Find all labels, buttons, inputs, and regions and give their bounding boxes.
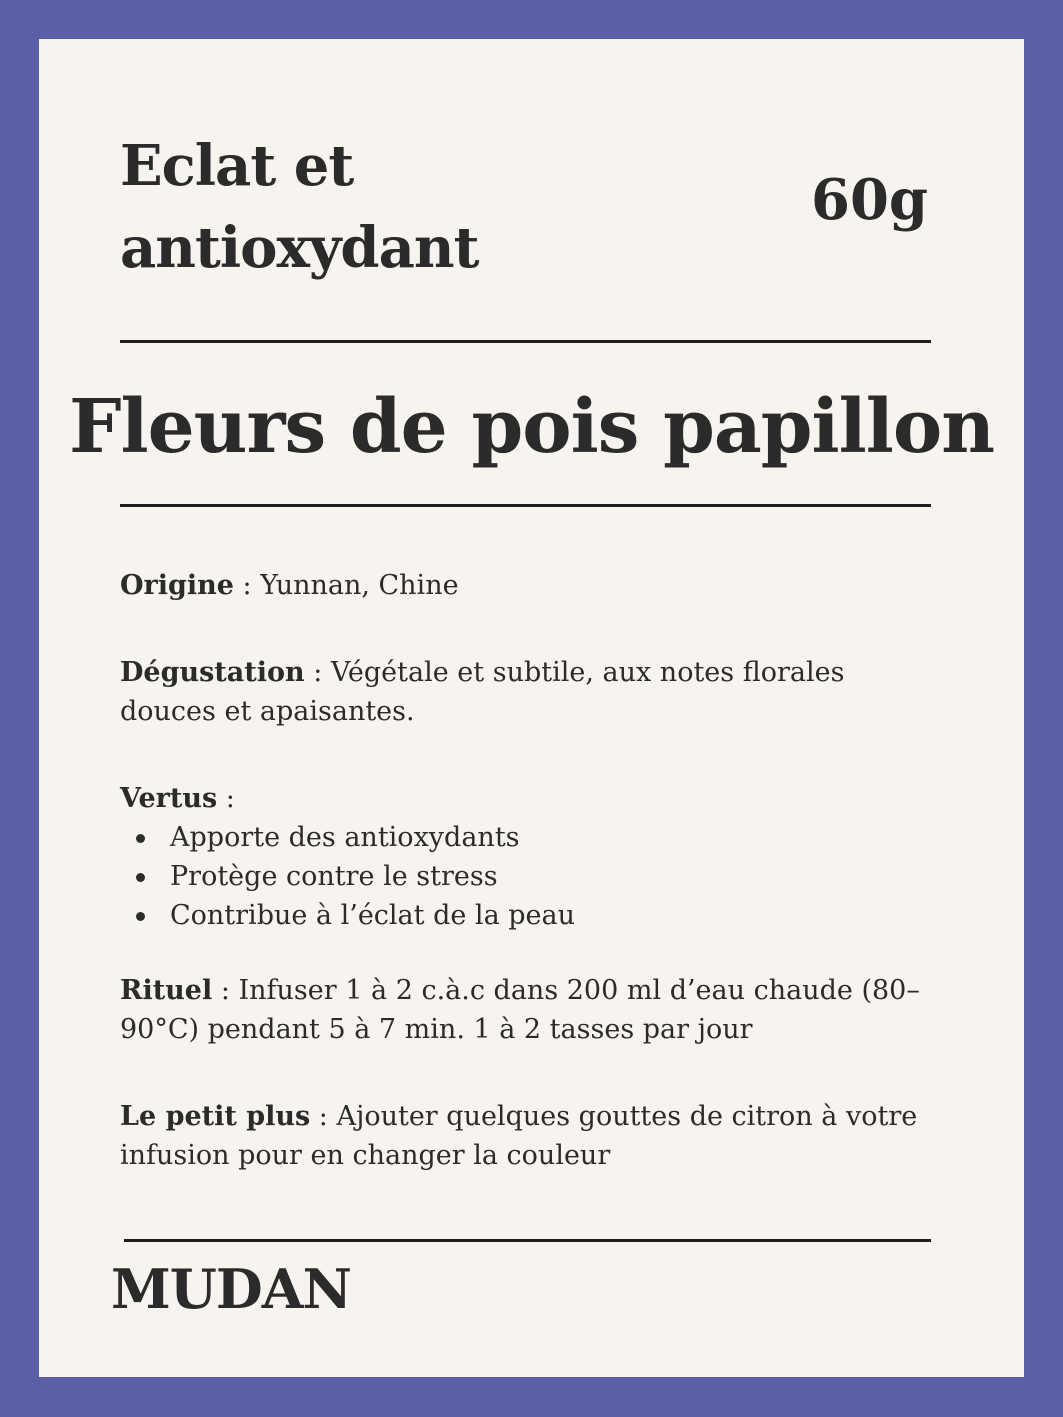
- virtues-heading: [120, 779, 940, 818]
- tip-label: Le petit plus: [120, 1101, 311, 1132]
- tasting-value: : Végétale et subtile, aux notes florales douces et apaisantes.: [120, 657, 845, 727]
- net-weight: 60g: [811, 167, 929, 233]
- ritual-label: Rituel: [120, 975, 213, 1006]
- product-label: [39, 39, 1024, 1377]
- tip-line: [120, 1097, 940, 1175]
- divider-bottom: [124, 1239, 931, 1242]
- list-item: Protège contre le stress: [170, 857, 940, 896]
- tagline: Eclat et antioxydant: [120, 133, 479, 281]
- virtues-suffix: :: [217, 783, 235, 814]
- list-item: Apporte des antioxydants: [170, 818, 940, 857]
- list-item: Contribue à l’éclat de la peau: [170, 896, 940, 935]
- tasting-label: Dégustation: [120, 657, 305, 688]
- virtues-label: Vertus: [120, 783, 218, 814]
- product-details: [120, 566, 940, 1223]
- divider-middle: [120, 504, 931, 507]
- origin-value: : Yunnan, Chine: [233, 570, 459, 601]
- tasting-line: [120, 653, 940, 731]
- product-name: Fleurs de pois papillon: [68, 384, 995, 470]
- origin-label: Origine: [120, 570, 234, 601]
- virtues-section: [120, 779, 940, 935]
- divider-top: [120, 340, 931, 343]
- origin-line: [120, 566, 940, 605]
- ritual-line: [120, 971, 940, 1049]
- brand-name: MUDAN: [111, 1257, 351, 1321]
- virtues-list: [120, 818, 940, 935]
- tip-value: : Ajouter quelques gouttes de citron à votre infusion pour en changer la couleur: [120, 1101, 918, 1171]
- ritual-value: : Infuser 1 à 2 c.à.c dans 200 ml d’eau chaude (80–90°C) pendant 5 à 7 min. 1 à 2 tasses par jour: [120, 975, 920, 1045]
